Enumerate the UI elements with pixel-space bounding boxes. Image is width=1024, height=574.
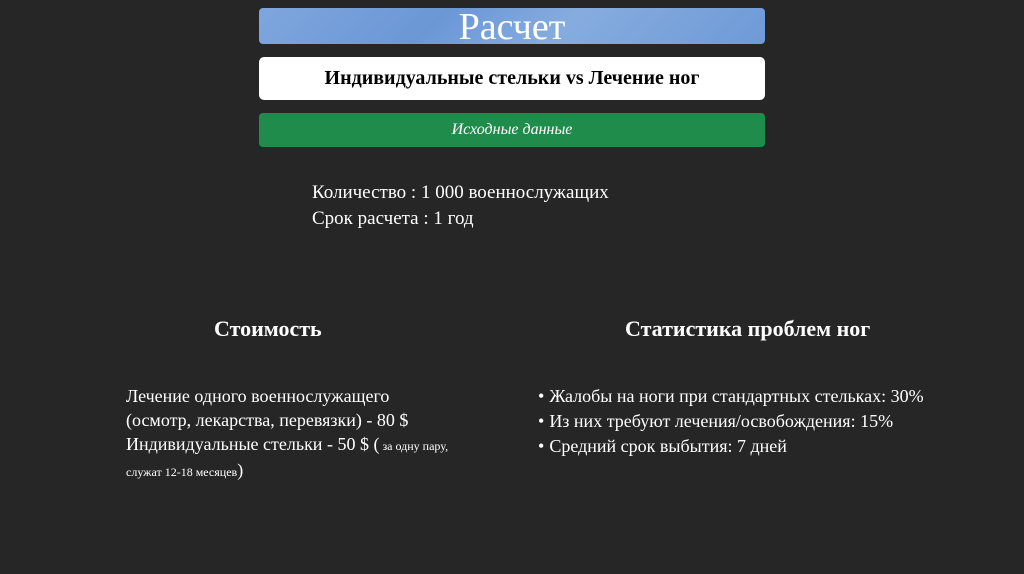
bullet-glyph: • (538, 386, 545, 406)
list-item (538, 384, 1008, 409)
cost-line-treatment: Лечение одного военнослужащего (126, 386, 390, 406)
cost-details (126, 384, 486, 484)
param-quantity: Количество : 1 000 военнослужащих (312, 182, 609, 203)
list-item (538, 434, 1008, 459)
cost-line-treatment-details: (осмотр, лекарства, перевязки) - 80 $ (126, 410, 409, 430)
slide-title-bar (259, 8, 765, 44)
stat-text: Жалобы на ноги при стандартных стельках: 30% (549, 386, 924, 406)
stat-text: Из них требуют лечения/освобождения: 15% (549, 411, 894, 431)
section-bar (259, 113, 765, 147)
stats-list (538, 384, 1008, 459)
section-label: Исходные данные (451, 121, 573, 138)
slide-title: Расчет (458, 8, 566, 44)
input-parameters (312, 180, 609, 232)
cost-insoles-note: за одну пару, служат 12-18 месяцев (126, 439, 449, 479)
cost-insoles-close: ) (237, 460, 244, 480)
list-item (538, 409, 1008, 434)
stat-text: Средний срок выбытия: 7 дней (549, 436, 787, 456)
cost-line-insoles (126, 432, 486, 484)
cost-insoles-main: Индивидуальные стельки - 50 $ ( (126, 434, 380, 454)
param-period: Срок расчета : 1 год (312, 208, 474, 229)
bullet-glyph: • (538, 436, 545, 456)
bullet-glyph: • (538, 411, 545, 431)
slide-subtitle-box (259, 57, 765, 100)
slide-subtitle: Индивидуальные стельки vs Лечение ног (324, 67, 700, 89)
cost-heading: Стоимость (214, 316, 322, 341)
stats-heading: Статистика проблем ног (625, 316, 871, 341)
